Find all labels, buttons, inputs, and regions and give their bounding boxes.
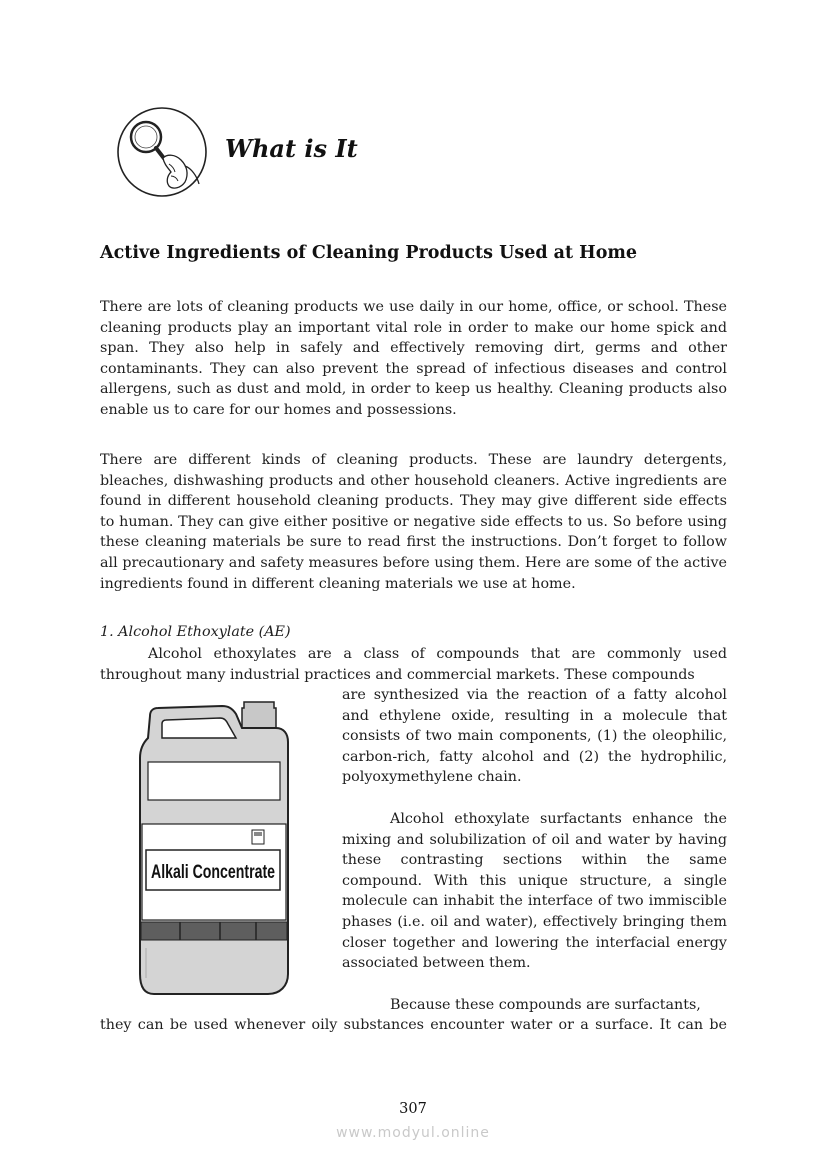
paragraph-ae-intro — [100, 644, 727, 685]
paragraph-ae-intro-text: Alcohol ethoxylates are a class of compounds that are commonly used throughout many industrial practices and commercial markets. These compounds — [100, 646, 727, 683]
magnifying-glass-icon — [111, 106, 215, 198]
watermark: www.modyul.online — [336, 1125, 490, 1141]
section-title: What is It — [225, 134, 358, 163]
jug-label: Alkali Concentrate — [151, 862, 275, 883]
alkali-concentrate-jug-illustration — [136, 698, 294, 998]
paragraph-ae-surfactants-text: Alcohol ethoxylate surfactants enhance the mixing and solubilization of oil and water by having these contrasting sections within the same compound. With this unique structure, a single molecule can inhabit the interface of two immiscible phases (i.e. oil and water), effectively bringing them closer together and lowering the interfacial energy associated between them. — [342, 811, 727, 972]
paragraph-ae-surfactants — [342, 809, 727, 974]
page-number: 307 — [399, 1101, 427, 1117]
paragraph-ae-continued: they can be used whenever oily substances encounter water or a surface. It can be — [100, 1017, 727, 1033]
paragraph-ae-because-text: Because these compounds are surfactants, — [390, 997, 701, 1013]
page-heading: Active Ingredients of Cleaning Products Used at Home — [100, 243, 638, 263]
paragraph-ae-because — [342, 995, 727, 1016]
paragraph-ae-synthesis: are synthesized via the reaction of a fatty alcohol and ethylene oxide, resulting in a molecule that consists of two main components, (1) the oleophilic, carbon-rich, fatty alcohol and (2) the hydrophilic, polyoxymethylene chain. — [342, 687, 727, 786]
paragraph-kinds: There are different kinds of cleaning products. These are laundry detergents, bleaches, dishwashing products and other household cleaners. Active ingredients are found in different household cleaning products. They may give different side effects to human. They can give either positive or negative side effects to us. So before using these cleaning materials be sure to read first the instructions. Don’t forget to follow all precautionary and safety measures before using them. Here are some of the active ingredients found in different cleaning materials we use at home. — [100, 452, 727, 592]
paragraph-intro: There are lots of cleaning products we use daily in our home, office, or school. These cleaning products play an important vital role in order to make our home spick and span. They also help in safely and effectively removing dirt, germs and other contaminants. They can also prevent the spread of infectious diseases and control allergens, such as dust and mold, in order to keep us healthy. Cleaning products also enable us to care for our homes and possessions. — [100, 299, 727, 418]
subsection-title: 1. Alcohol Ethoxylate (AE) — [100, 624, 291, 640]
